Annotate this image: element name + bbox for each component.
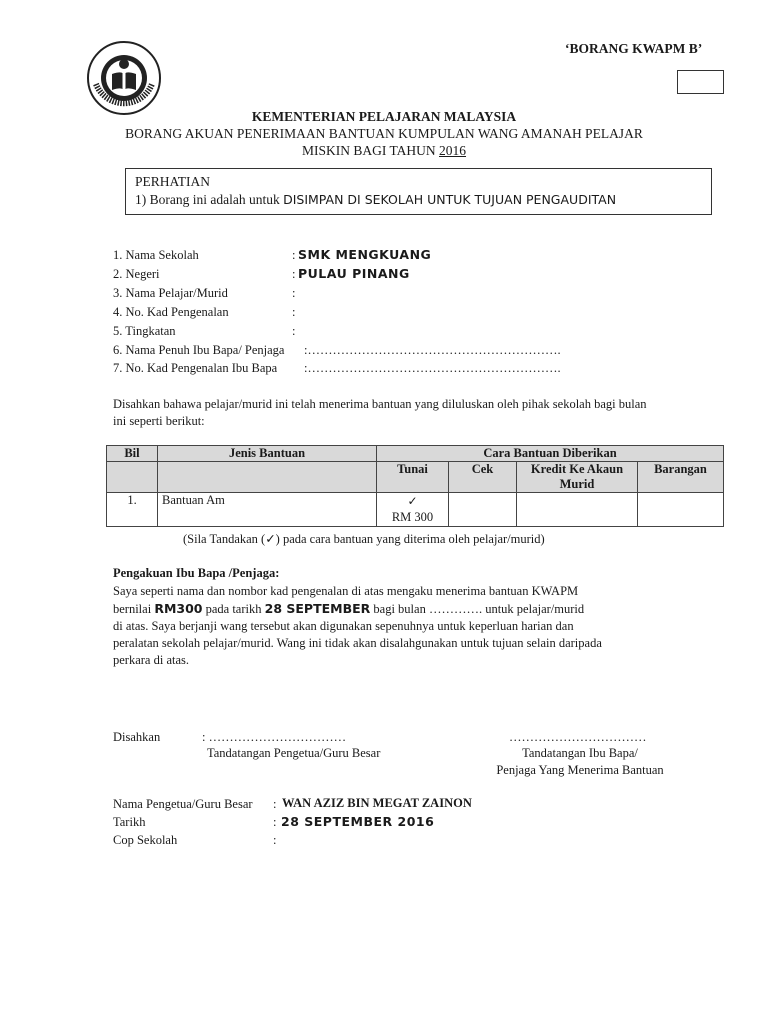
header-cek: Cek xyxy=(449,462,517,493)
ministry-title: KEMENTERIAN PELAJARAN MALAYSIA xyxy=(251,109,517,124)
cell-cek xyxy=(449,493,517,527)
cell-kredit xyxy=(517,493,638,527)
colon: : xyxy=(273,815,277,829)
header-jenis: Jenis Bantuan xyxy=(158,446,377,462)
cell-jenis: Bantuan Am xyxy=(158,493,377,527)
header-bil-blank xyxy=(107,462,158,493)
field-label-form-level: 5. Tingkatan xyxy=(113,324,176,338)
form-title-line2 xyxy=(0,143,768,159)
declaration-line1: Saya seperti nama dan nombor kad pengenalan di atas mengaku menerima bantuan KWAPM xyxy=(113,584,579,598)
colon: : xyxy=(292,305,296,319)
field-label-school: 1. Nama Sekolah xyxy=(113,248,199,262)
colon: : xyxy=(292,286,296,300)
field-label-state: 2. Negeri xyxy=(113,267,160,281)
cell-bil: 1. xyxy=(107,493,158,527)
declaration-line4: peralatan sekolah pelajar/murid. Wang ini tidak akan disalahgunakan untuk tujuan selain daripada xyxy=(113,636,602,650)
header-bil: Bil xyxy=(107,446,158,462)
header-cara: Cara Bantuan Diberikan xyxy=(377,446,724,462)
declaration-line2-c: bagi bulan …………. untuk pelajar/murid xyxy=(370,602,585,616)
date-value: 28 SEPTEMBER 2016 xyxy=(281,814,435,829)
field-label-ic-number: 4. No. Kad Pengenalan xyxy=(113,305,229,319)
principal-signature-caption: Tandatangan Pengetua/Guru Besar xyxy=(207,746,381,760)
colon: : xyxy=(273,797,277,811)
header-kredit: Kredit Ke Akaun Murid xyxy=(517,462,638,493)
declaration-body xyxy=(113,583,655,669)
table-row xyxy=(107,493,724,527)
parent-signature-line: …………………………… xyxy=(509,730,647,744)
disahkan-label: Disahkan xyxy=(113,730,161,744)
school-stamp-label: Cop Sekolah xyxy=(113,833,178,847)
principal-signature-line: : …………………………… xyxy=(202,730,347,744)
declaration-date: 28 SEPTEMBER xyxy=(264,601,371,616)
field-value-parent-name: :……………………………………………………. xyxy=(304,343,561,357)
cell-tunai-amount: RM 300 xyxy=(391,510,434,524)
field-value-school: SMK MENGKUANG xyxy=(298,247,432,262)
declaration-amount: RM300 xyxy=(154,601,203,616)
reference-box xyxy=(677,70,724,94)
declaration-line2 xyxy=(113,600,655,618)
ministry-logo xyxy=(84,38,164,118)
colon: : xyxy=(292,324,296,338)
notice-item xyxy=(135,192,616,208)
field-value-state: PULAU PINANG xyxy=(298,266,410,281)
field-label-parent-ic: 7. No. Kad Pengenalan Ibu Bapa xyxy=(113,361,278,375)
declaration-line2-a: bernilai xyxy=(113,602,155,616)
form-title-line1: BORANG AKUAN PENERIMAAN BANTUAN KUMPULAN WANG AMANAH PELAJAR xyxy=(125,126,643,141)
principal-name-value: WAN AZIZ BIN MEGAT ZAINON xyxy=(282,796,472,810)
form-code: ‘BORANG KWAPM B’ xyxy=(565,41,703,56)
field-label-parent-name: 6. Nama Penuh Ibu Bapa/ Penjaga xyxy=(113,343,285,357)
colon: : xyxy=(292,248,296,262)
notice-box xyxy=(125,168,712,215)
notice-title: PERHATIAN xyxy=(135,174,211,189)
parent-signature-caption2: Penjaga Yang Menerima Bantuan xyxy=(496,763,664,777)
colon: : xyxy=(273,833,277,847)
form-year: 2016 xyxy=(439,143,467,158)
cell-barangan xyxy=(638,493,724,527)
notice-item-emphasis: DISIMPAN DI SEKOLAH UNTUK TUJUAN PENGAUDITAN xyxy=(283,192,617,207)
form-title-prefix: MISKIN BAGI TAHUN xyxy=(301,143,440,158)
declaration-line3: di atas. Saya berjanji wang tersebut akan digunakan sepenuhnya untuk keperluan harian dan xyxy=(113,619,574,633)
field-value-parent-ic: :……………………………………………………. xyxy=(304,361,561,375)
notice-item-prefix: 1) Borang ini adalah untuk xyxy=(135,192,284,207)
date-label: Tarikh xyxy=(113,815,146,829)
check-mark: ✓ xyxy=(407,494,418,508)
colon: : xyxy=(292,267,296,281)
header-barangan: Barangan xyxy=(638,462,724,493)
cell-tunai xyxy=(377,493,449,527)
aid-table xyxy=(106,445,724,527)
field-label-student-name: 3. Nama Pelajar/Murid xyxy=(113,286,228,300)
declaration-line5: perkara di atas. xyxy=(113,653,190,667)
declaration-line2-b: pada tarikh xyxy=(202,602,265,616)
table-note: (Sila Tandakan (✓) pada cara bantuan yang diterima oleh pelajar/murid) xyxy=(183,532,545,546)
header-tunai: Tunai xyxy=(377,462,449,493)
declaration-title: Pengakuan Ibu Bapa /Penjaga: xyxy=(113,566,280,580)
parent-signature-caption1: Tandatangan Ibu Bapa/ xyxy=(522,746,638,760)
header-jenis-blank xyxy=(158,462,377,493)
confirmation-text: Disahkan bahawa pelajar/murid ini telah menerima bantuan yang diluluskan oleh pihak sekolah bagi bulan ini seperti berikut: xyxy=(113,397,647,428)
principal-name-label: Nama Pengetua/Guru Besar xyxy=(113,797,253,811)
